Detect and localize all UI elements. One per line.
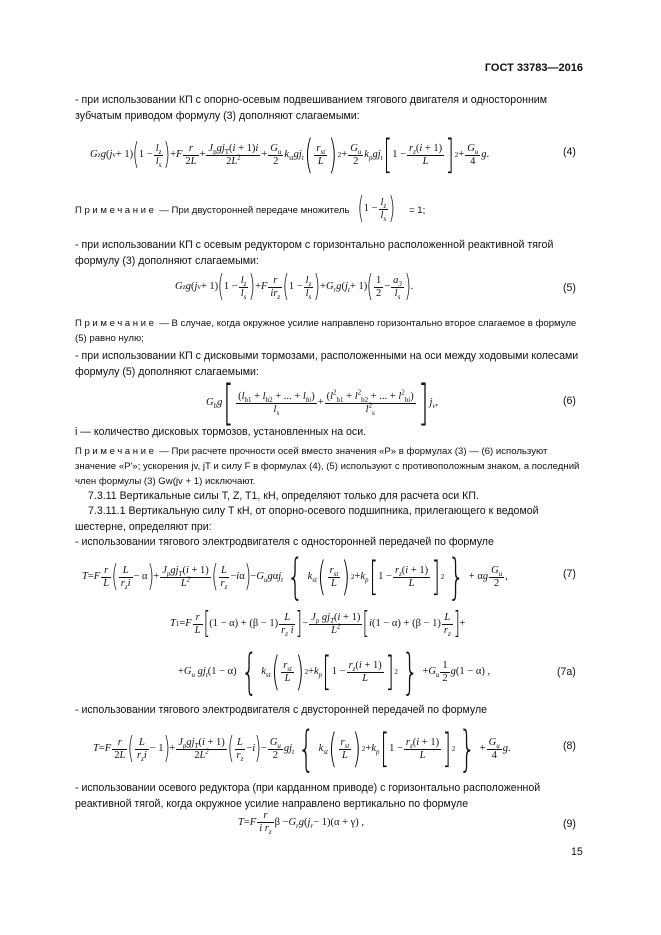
page-number: 15 bbox=[571, 846, 583, 858]
note-1-label: Примечание bbox=[75, 205, 157, 216]
note-2-text: — В случае, когда окружное усилие направлено горизонтально второе слагаемое в формуле (5) равно нулю; bbox=[75, 318, 577, 344]
note-1-text: — При двусторонней передаче множитель bbox=[159, 205, 350, 216]
note-3-label: Примечание bbox=[75, 446, 157, 457]
equation-7: T = F $\frac{r}{L}$ ( $\frac{L}{r_zi}$ − α ) + $\frac{J_pgj_T(i + 1)}{L^2}$ ( $\frac{L}{r_z}$ − i α ) − $G_ug$ α $j_t$ { $k_{st}$ ( $\frac{r_{st}}{L}$ ) 2 + $k_p$ [ 1 − $\frac{r_z(i + 1)}{L}$ ] 2 } + α g $\frac{G_u}{2}$ , bbox=[82, 549, 508, 605]
equation-6-number: (6) bbox=[563, 395, 576, 407]
note-1-factor: ( 1 − $\frac{l_z}{l_s}$ ) bbox=[357, 191, 396, 226]
paragraph-3: - при использовании КП с дисковыми тормозами, расположенными на оси между ходовыми колесами формулу (5) дополняют слагаемыми: bbox=[75, 350, 579, 378]
note-1 bbox=[75, 203, 583, 218]
equation-9-number: (9) bbox=[563, 818, 576, 830]
paragraph-4: - использовании тягового электродвигателя с односторонней передачей по формуле bbox=[75, 536, 494, 548]
section-7-3-11: 7.3.11 Вертикальные силы T, Z, T1, кН, определяют только для расчета оси КП. bbox=[88, 490, 479, 502]
paragraph-5: - использовании тягового электродвигателя с двусторонней передачей по формуле bbox=[75, 704, 488, 716]
equation-4-number: (4) bbox=[563, 146, 576, 158]
paragraph-2: - при использовании КП с осевым редуктором с горизонтально расположенной реактивной тягой формулу (3) дополняют слагаемыми: bbox=[75, 239, 554, 267]
equation-7a-number: (7a) bbox=[557, 666, 576, 678]
paragraph-1: - при использовании КП с опорно-осевым подвешиванием тягового двигателя и односторонним зубчатым приводом формулу (3) дополняют слагаемыми: bbox=[75, 94, 547, 122]
equation-7a-line-2: + $G_u$ $gj_t$ (1 − α) { $k_{st}$ ( $\frac{r_{st}}{L}$ ) 2 + $k_p$ [ 1 − $\frac{r_z(i + 1)}{L}$ ] 2 } + $G_u$ $\frac{1}{2}$ g (1 − α) , bbox=[178, 644, 491, 700]
equation-5-number: (5) bbox=[563, 282, 576, 294]
definition-i: i — количество дисковых тормозов, установленных на оси. bbox=[75, 426, 367, 438]
note-1-tail: = 1; bbox=[409, 205, 426, 216]
equation-7a-line-1: T 1 = F $\frac{r}{L}$ [ (1 − α) + (β − 1) $\frac{L}{r_z i}$ ] − $\frac{J_p gj_T(i + 1)}{L^2}$ [ i (1 − α) + (β − 1) $\frac{L}{r_z}$ ] + bbox=[170, 606, 466, 641]
equation-5: G z g ( j v + 1) ( 1 − $\frac{l_z}{l_s}$ ) + F $\frac{r}{ir_z}$ ( 1 − $\frac{l_z}{l_s}$ ) + $G_rg$ ( $j_t$ + 1) ( $\frac{1}{2}$ − $\frac{a_3}{l_s}$ ) . bbox=[175, 269, 414, 304]
paragraph-6: - использовании осевого редуктора (при карданном приводе) с горизонтально расположенной реактивной тягой, когда окружное усилие направлено вертикально по формуле bbox=[75, 782, 541, 810]
equation-6: $G_bg$ [ $\frac{(l_{b1} + l_{b2} + ... + l_{bi})}{l_s}$ + $\frac{(l^2_{b1} + l^2_{b2} + ... + l^2_{bi})}{l^2_s}$ ] $j_v$ , bbox=[206, 375, 439, 431]
note-2-label: Примечание bbox=[75, 318, 157, 329]
equation-7-number: (7) bbox=[563, 568, 576, 580]
equation-4: G z g ( j v + 1) ( 1 − $\frac{l_z}{l_s}$ ) + F $\frac{r}{2L}$ + $\frac{J_pgj_T(i + 1)i}{2L^2}$ + $\frac{G_u}{2}$ $k_{st}gj_t$ ( $\frac{r_{st}}{L}$ ) 2 + $\frac{G_u}{2}$ $k_pgj_t$ [ 1 − $\frac{r_z(i + 1)}{L}$ ] 2 + $\frac{G_u}{4}$ g . bbox=[90, 132, 490, 178]
standard-header: ГОСТ 33783—2016 bbox=[484, 62, 583, 74]
equation-9: T = F $\frac{r}{i r_z}$ β − $G_rg$ ( $j_r$ − 1)(α + γ) , bbox=[238, 810, 365, 837]
note-3-text: — При расчете прочности осей вместо значения «P» в формулах (3) — (6) используют значение «P'»; ускорения jv, jT и силу F в формулах (4), (5) используют с противоположным знаком, а последний член формулы (3) Gw(jv + 1) исключают. bbox=[75, 446, 580, 487]
note-3 bbox=[75, 444, 583, 489]
section-7-3-11-1: 7.3.11.1 Вертикальную силу T кН, от опорно-осевого подшипника, прилегающего к ведомой шестерне, определяют при: bbox=[75, 505, 539, 533]
equation-8: T = F $\frac{r}{2L}$ ( $\frac{L}{r_zi}$ − 1 ) + $\frac{J_pgj_T(i + 1)}{2L^2}$ ( $\frac{L}{r_z}$ − i ) − $\frac{G_u}{2}$ $gj_t$ { $k_{st}$ ( $\frac{r_{st}}{L}$ ) 2 + $k_p$ [ 1 − $\frac{r_z(i + 1)}{L}$ ] 2 } + $\frac{G_u}{4}$ g . bbox=[93, 721, 511, 777]
note-2 bbox=[75, 316, 583, 346]
equation-8-number: (8) bbox=[563, 740, 576, 752]
